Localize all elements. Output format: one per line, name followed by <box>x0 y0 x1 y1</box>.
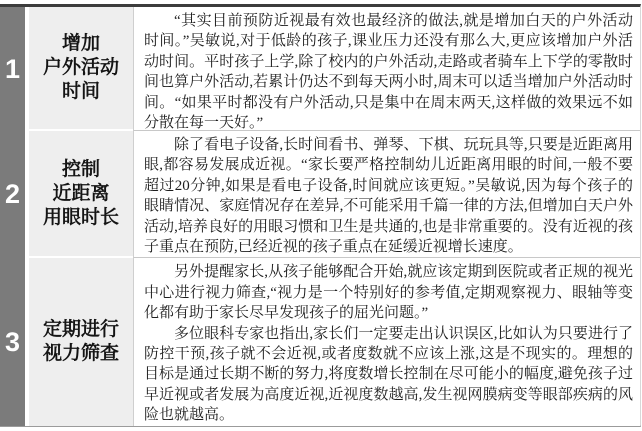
row-title <box>29 258 133 425</box>
row-title-line: 用眼时长 <box>42 206 119 228</box>
paragraph: 另外提醒家长,从孩子能够配合开始,就应该定期到医院或者正规的视光中心进行视力筛查,“视力是一个特别好的参考值,定期观察视力、眼轴等变化都有助于家长尽早发现孩子的屈光问题。” <box>144 264 633 322</box>
row-title-line: 近距离 <box>52 182 110 204</box>
row-title-line: 视力筛查 <box>42 343 119 365</box>
row-title <box>29 131 133 258</box>
row-title-line: 定期进行 <box>42 319 119 341</box>
row-title-line: 时间 <box>61 81 100 102</box>
row-content <box>133 131 640 258</box>
row-title-line: 户外活动 <box>42 57 119 78</box>
row-title-line: 控制 <box>61 158 100 180</box>
row-title-line: 增加 <box>61 33 100 54</box>
paragraph: 除了看电子设备,长时间看书、弹琴、下棋、玩玩具等,只要是近距离用眼,都容易发展成近视。“家长要严格控制幼儿近距离用眼的时间,一般不要超过20分钟,如果是看电子设备,时间就应该更短。”吴敏说,因为每个孩子的眼睛情况、家庭情况存在差异,不可能采用千篇一律的方法,但增加白天户外活动,培养良好的用眼习惯和卫生是共通的,也是非常重要的。没有近视的孩子重点在预防,已经近视的孩子重点在延缓近视增长速度。 <box>144 137 633 256</box>
row-number: 1 <box>0 7 25 131</box>
row-number: 2 <box>0 131 25 258</box>
paragraph: 多位眼科专家也指出,家长们一定要走出认识误区,比如认为只要进行了防控干预,孩子就不会近视,或者度数就不应该上涨,这是不现实的。理想的目标是通过长期不断的努力,将度数增长控制在尽可能小的幅度,避免孩子过早近视或者发展为高度近视,近视度数越高,发生视网膜病变等眼部疾病的风险也就越高。 <box>144 325 633 424</box>
paragraph: “其实目前预防近视最有效也最经济的做法,就是增加白天的户外活动时间。”吴敏说,对于低龄的孩子,课业压力还没有那么大,更应该增加户外活动时间。平时孩子上学,除了校内的户外活动,走路或者骑车上下学的零散时间也算户外活动,若累计仍达不到每天两小时,周末可以适当增加户外活动时间。“如果平时都没有户外活动,只是集中在周末两天,这样做的效果远不如分散在每一天好。” <box>144 13 633 132</box>
myopia-prevention-table <box>0 4 641 427</box>
row-content <box>133 7 640 131</box>
table-row <box>0 131 640 258</box>
table-row <box>0 258 640 425</box>
row-number: 3 <box>0 258 25 425</box>
row-content <box>133 258 640 425</box>
table-row <box>0 7 640 131</box>
row-title <box>29 7 133 131</box>
